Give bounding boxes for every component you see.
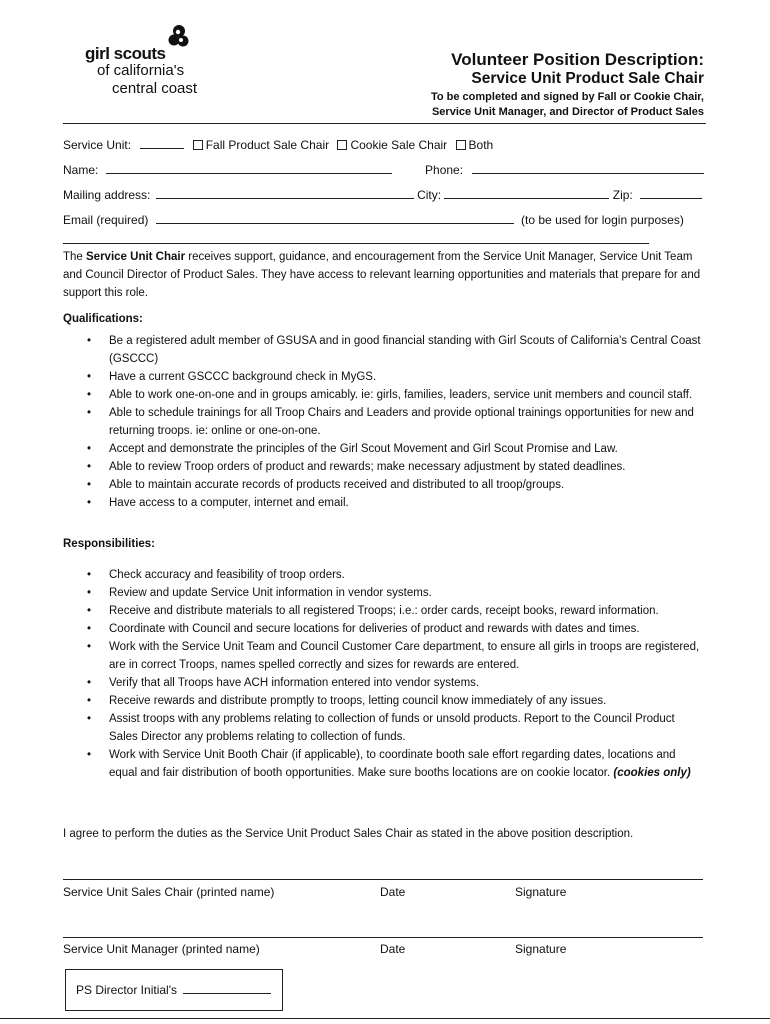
qualifications-heading: Qualifications: [63,313,143,325]
service-unit-field[interactable] [140,137,184,149]
service-unit-row [63,137,493,152]
zip-field[interactable] [640,187,702,199]
fall-option-label: Fall Product Sale Chair [205,138,330,152]
form-rule [63,243,649,244]
list-item: • Verify that all Troops have ACH information entered into vendor systems. [63,674,703,692]
list-item: • Able to maintain accurate records of products received and distributed to all troop/groups. [63,476,703,494]
instruction-line-1: To be completed and signed by Fall or Cookie Chair, [430,91,704,103]
email-label: Email (required) [63,213,149,227]
list-item: • Be a registered adult member of GSUSA and in good financial standing with Girl Scouts of California's Central Coast (GSCCC) [63,332,703,368]
responsibilities-list [63,566,703,782]
list-item: • Check accuracy and feasibility of troop orders. [63,566,703,584]
fall-checkbox[interactable] [193,140,203,150]
address-row [63,187,702,202]
cookie-option-label: Cookie Sale Chair [350,138,448,152]
both-checkbox[interactable] [456,140,466,150]
city-label: City: [417,188,442,202]
both-option-label: Both [468,138,494,152]
chair-signature-line[interactable] [63,879,703,880]
responsibilities-heading: Responsibilities: [63,538,156,550]
list-item: • Able to schedule trainings for all Troop Chairs and Leaders and provide optional trainings opportunities for new and returning troops. ie: online or one-on-one. [63,404,703,440]
booth-chair-text: Work with Service Unit Booth Chair (if applicable), to coordinate booth sale effort regarding dates, locations and equal and fair distribution of booth opportunities. Make sure booths locations are on cookie locator. [109,749,676,779]
list-item: • Receive and distribute materials to all registered Troops; i.e.: order cards, receipt books, reward information. [63,602,703,620]
list-item: • Accept and demonstrate the principles of the Girl Scout Movement and Girl Scout Promise and Law. [63,440,703,458]
chair-signature-label: Signature [515,885,567,899]
list-item: • Work with the Service Unit Team and Council Customer Care department, to ensure all girls in troops are registered, are in correct Troops, names spelled correctly and sizes for rewards are entered. [63,638,703,674]
logo-of-californias: of california's [97,62,185,79]
phone-field[interactable] [472,162,704,174]
list-item: • Coordinate with Council and secure locations for deliveries of product and rewards with dates and times. [63,620,703,638]
zip-label: Zip: [612,188,633,202]
director-initials-label: PS Director Initial's [76,983,177,997]
director-initials-box [65,969,283,1011]
agreement-statement: I agree to perform the duties as the Service Unit Product Sales Chair as stated in the above position description. [63,828,634,840]
manager-signature-line[interactable] [63,937,703,938]
manager-date-label: Date [380,942,406,956]
name-field[interactable] [106,162,392,174]
mailing-address-field[interactable] [156,187,414,199]
list-item [63,746,703,782]
email-row [63,212,684,227]
cookie-checkbox[interactable] [337,140,347,150]
chair-printed-name-label: Service Unit Sales Chair (printed name) [63,885,275,899]
director-initials-field[interactable] [183,982,271,994]
intro-text-rest: receives support, guidance, and encouragement from the Service Unit Manager, Service Unit Team and Council Director of Product Sales. They have access to relevant learning opportunities and materials that prepare for and support this role. [63,251,701,299]
list-item: • Receive rewards and distribute promptly to troops, letting council know immediately of any issues. [63,692,703,710]
email-field[interactable] [156,212,514,224]
logo-girl-scouts: girl scouts [85,44,166,63]
header-instructions [431,90,704,120]
list-item: • Able to work one-on-one and in groups amicably. ie: girls, families, leaders, service unit members and council staff. [63,386,703,404]
name-label: Name: [63,163,99,177]
city-field[interactable] [444,187,609,199]
list-item: • Have access to a computer, internet and email. [63,494,703,512]
mailing-address-label: Mailing address: [63,188,151,202]
service-unit-label: Service Unit: [63,138,132,152]
email-note: (to be used for login purposes) [521,213,684,227]
page-title: Volunteer Position Description: [451,50,704,69]
name-row [63,162,704,177]
list-item: • Have a current GSCCC background check in MyGS. [63,368,703,386]
logo-central-coast: central coast [112,80,198,97]
intro-paragraph [63,248,703,302]
list-item: • Review and update Service Unit information in vendor systems. [63,584,703,602]
instruction-line-2: Service Unit Manager, and Director of Product Sales [431,106,704,118]
director-initials-row [76,982,271,997]
trefoil-icon [168,24,190,50]
manager-printed-name-label: Service Unit Manager (printed name) [63,942,260,956]
phone-label: Phone: [425,163,464,177]
page-subtitle: Service Unit Product Sale Chair [471,70,704,87]
cookies-only-note: (cookies only) [613,767,691,779]
intro-text-start: The [63,251,87,263]
list-item: • Able to review Troop orders of product and rewards; make necessary adjustment by stated deadlines. [63,458,703,476]
bottom-rule [0,1018,770,1019]
intro-bold-role: Service Unit Chair [86,251,186,263]
chair-date-label: Date [380,885,406,899]
qualifications-list [63,332,703,512]
header-rule [63,123,706,124]
list-item: • Assist troops with any problems relating to collection of funds or unsold products. Report to the Council Product Sales Director any problems relating to collection of funds. [63,710,703,746]
manager-signature-label: Signature [515,942,567,956]
